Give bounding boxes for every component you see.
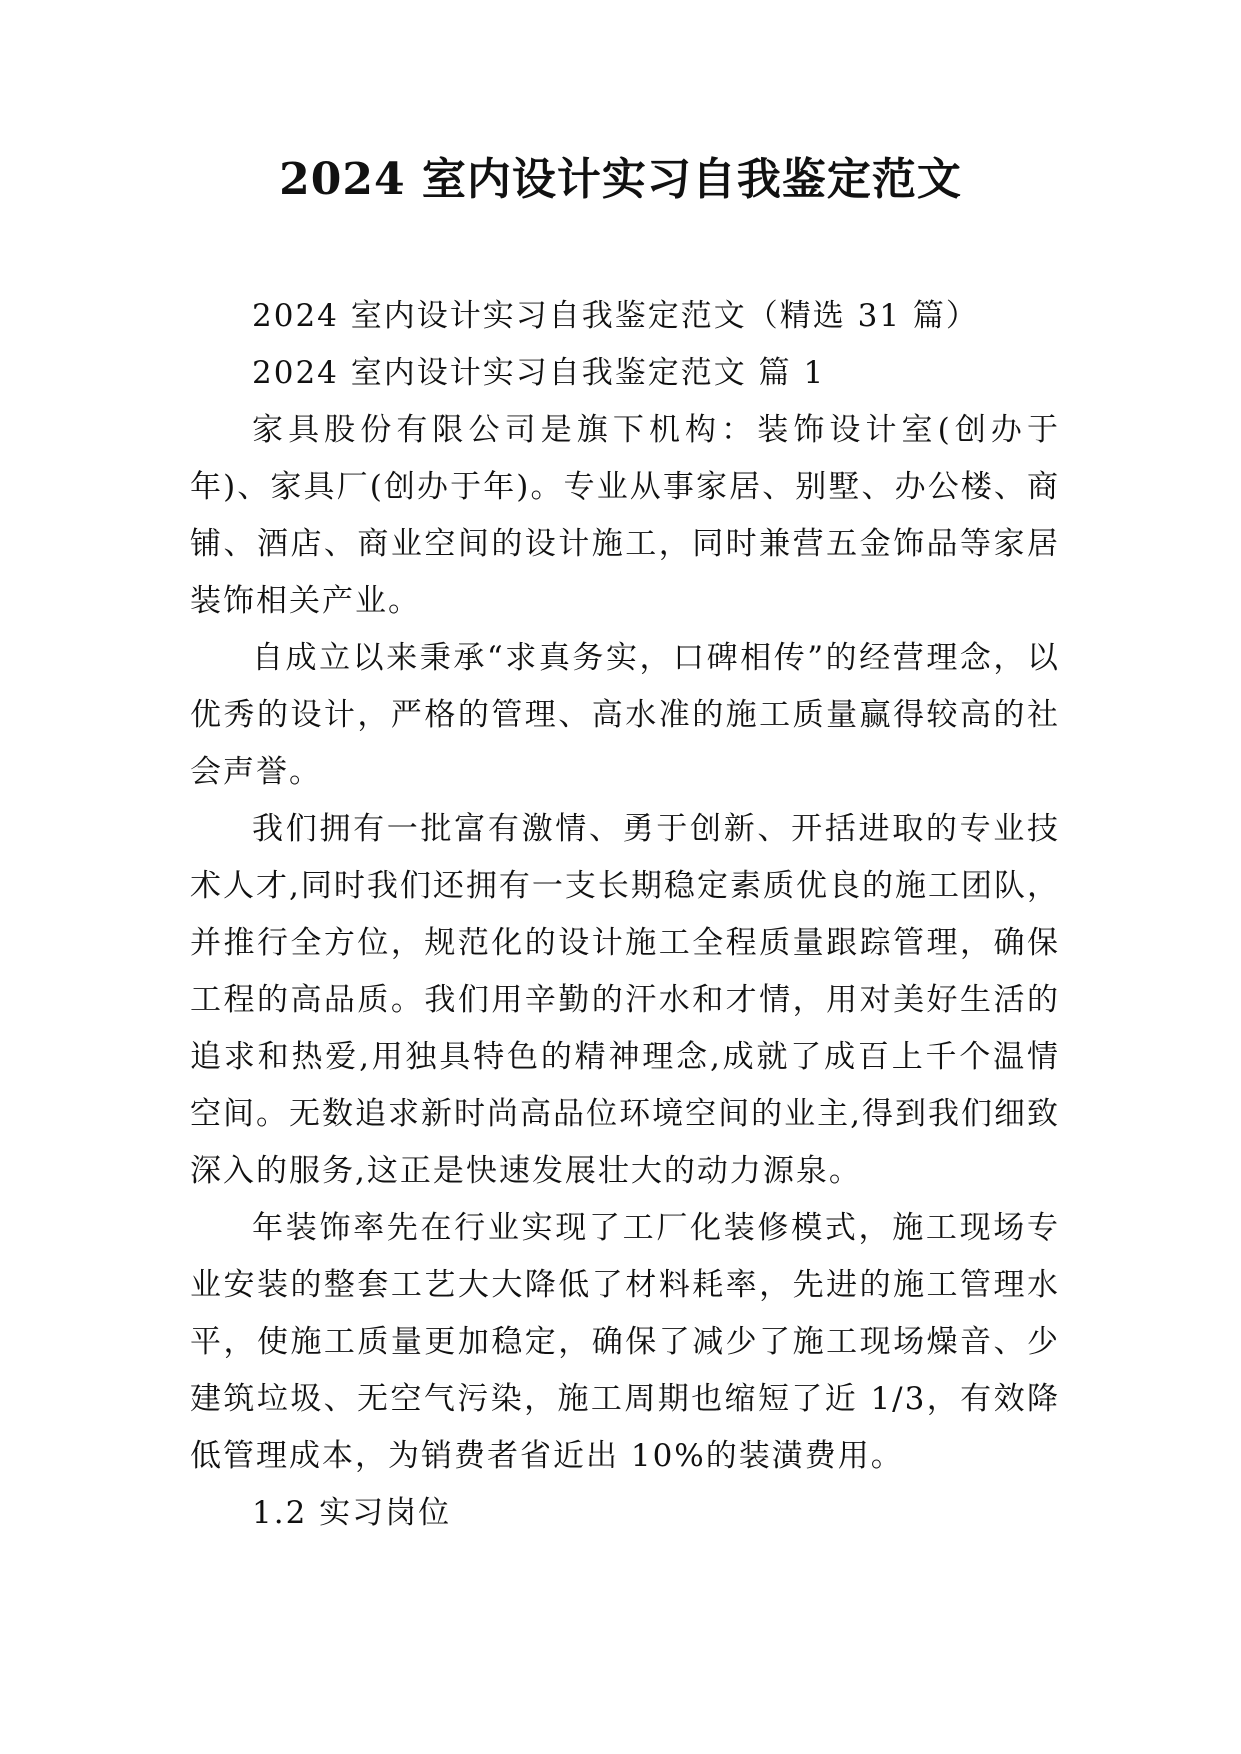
section-heading: 2024 室内设计实习自我鉴定范文 篇 1 [252,355,826,391]
document-title: 2024 室内设计实习自我鉴定范文 [279,154,962,205]
document-body [190,288,1060,1542]
paragraph-team: 我们拥有一批富有激情、勇于创新、开括进取的专业技术人才,同时我们还拥有一支长期稳定素质优良的施工团队，并推行全方位，规范化的设计施工全程质量跟踪管理，确保工程的高品质。我们用辛勤的汗水和才情，用对美好生活的追求和热爱,用独具特色的精神理念,成就了成百上千个温情空间。无数追求新时尚高品位环境空间的业主,得到我们细致深入的服务,这正是快速发展壮大的动力源泉。 [190,811,1060,1189]
document-subtitle: 2024 室内设计实习自我鉴定范文（精选 31 篇） [252,298,979,334]
paragraph-company-intro: 家具股份有限公司是旗下机构：装饰设计室(创办于年)、家具厂(创办于年)。专业从事家居、别墅、办公楼、商铺、酒店、商业空间的设计施工，同时兼营五金饰品等家居装饰相关产业。 [190,412,1060,619]
subsection-heading: 1.2 实习岗位 [252,1495,452,1531]
paragraph-factory-mode: 年装饰率先在行业实现了工厂化装修模式，施工现场专业安装的整套工艺大大降低了材料耗率，先进的施工管理水平，使施工质量更加稳定，确保了减少了施工现场燥音、少建筑垃圾、无空气污染，施工周期也缩短了近 1/3，有效降低管理成本，为销费者省近出 10%的装潢费用。 [190,1210,1060,1474]
paragraph-philosophy: 自成立以来秉承“求真务实，口碑相传”的经营理念，以优秀的设计，严格的管理、高水准的施工质量赢得较高的社会声誉。 [190,640,1060,790]
